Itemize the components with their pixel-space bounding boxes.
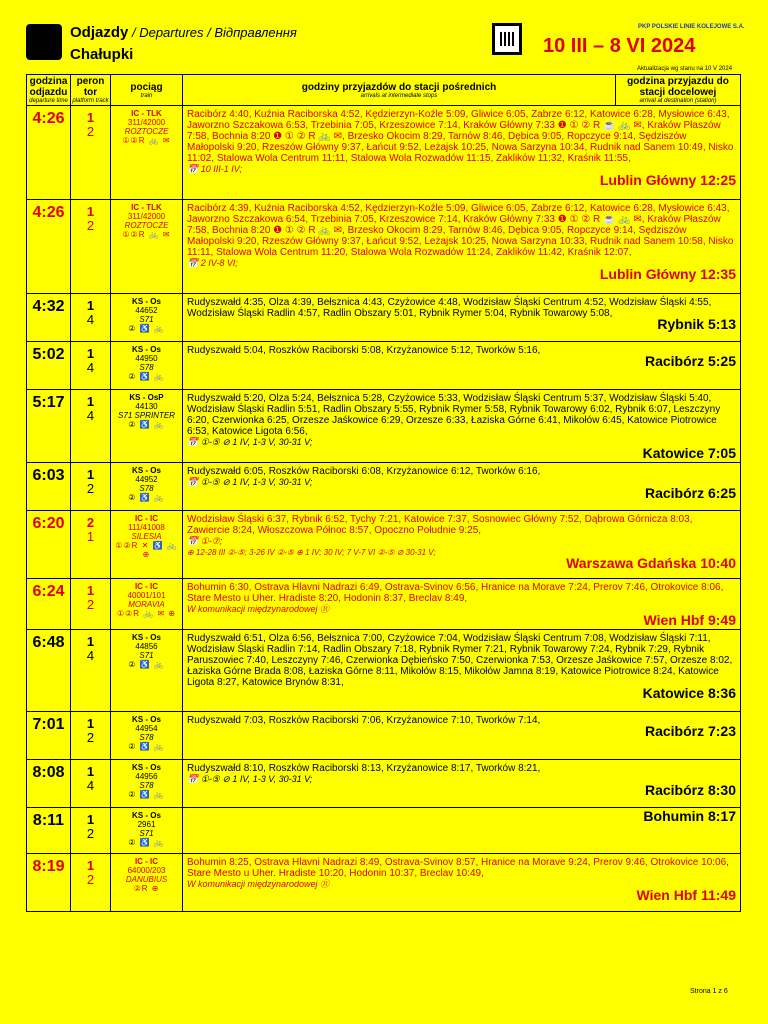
- train-info: IC - IC 64000/203 DANUBIUS ②R ⊕: [111, 854, 183, 912]
- intermediate-stops: Bohumin 6:30, Ostrava Hlavni Nadrazi 6:49, Ostrava-Svinov 6:56, Hranice na Morave 7:24, Prerov 7:46, Otrokovice 8:06, Stare Mesto u Uher. Hradiste 8:20, Hodonin 8:37, Breclav 8:49,: [187, 582, 724, 604]
- amenity-icons: ①②R 🚲 ✉: [122, 230, 171, 239]
- calendar-note: W komunikacji międzynarodowej Ⓡ: [187, 879, 330, 889]
- platform-track: 1 2: [71, 106, 111, 200]
- calendar-note-2: ⊕ 12-28 III ②-⑤; 3-26 IV ②-⑤ ⊕ 1 IV; 30 IV; 7 V-7 VI ②-⑤ ⊘ 30-31 V;: [187, 548, 436, 557]
- table-row[interactable]: [27, 630, 741, 712]
- page-title: Odjazdy / Departures / Відправлення: [70, 24, 297, 41]
- stops-cell: [183, 200, 741, 294]
- stops-cell: [183, 390, 741, 463]
- train-info: KS - OsP 44130 S71 SPRINTER ② ♿ 🚲: [111, 390, 183, 463]
- train-info: IC - TLK 311/42000 ROZTOCZE ①②R 🚲 ✉: [111, 200, 183, 294]
- amenity-icons: ①②R ✕ ♿ 🚲 ⊕: [115, 541, 178, 559]
- calendar-note: 📅 ①-⑤ ⊘ 1 IV, 1-3 V, 30-31 V;: [187, 774, 313, 784]
- intermediate-stops: Rudyszwałd 5:04, Roszków Raciborski 5:08, Krzyżanowice 5:12, Tworków 5:16,: [187, 345, 541, 356]
- table-row[interactable]: [27, 712, 741, 760]
- departures-table: [26, 74, 741, 912]
- destination-arrival: Racibórz 7:23: [644, 723, 736, 739]
- platform-track: 1 2: [71, 854, 111, 912]
- train-info: KS - Os 44954 S78 ② ♿ 🚲: [111, 712, 183, 760]
- stops-cell: [183, 579, 741, 630]
- amenity-icons: ② ♿ 🚲: [128, 493, 165, 502]
- update-note: Aktualizacja wg stanu na 10 V 2024: [637, 66, 733, 72]
- destination-arrival: Bohumin 8:17: [643, 808, 736, 824]
- col-track: peron tor platform track: [72, 76, 109, 104]
- table-row[interactable]: [27, 854, 741, 912]
- calendar-note: W komunikacji międzynarodowej Ⓡ: [187, 604, 330, 614]
- table-row[interactable]: [27, 579, 741, 630]
- amenity-icons: ② ♿ 🚲: [128, 790, 165, 799]
- stops-cell: [183, 808, 741, 854]
- destination-arrival: Racibórz 8:30: [644, 782, 736, 798]
- stops-cell: [183, 106, 741, 200]
- departure-time: 5:17: [27, 390, 71, 463]
- train-icon: [26, 24, 62, 60]
- intermediate-stops: Rudyszwałd 6:51, Olza 6:56, Bełsznica 7:00, Czyżowice 7:04, Wodzisław Śląski Centrum 7:08, Wodzisław Śląski 7:11, Wodzisław Śląski Radlin 7:14, Radlin Obszary 7:18, Rybnik Rymer 7:21, Rybnik Towarowy 7:24, Rybnik 7:29, Rybnik Paruszowiec 7:40, Leszczyny 7:46, Czerwionka Dębieńsko 7:50, Czerwionka 7:53, Orzesze Jaśkowice 7:57, Orzesze 8:02, Łaziska Górne Brada 8:08, Łaziska Górne 8:11, Mikołów 8:15, Mikołów Jamna 8:19, Katowice Piotrowice 8:24, Katowice Ligota 8:27, Katowice Brynów 8:31,: [187, 633, 733, 688]
- departure-time: 4:26: [27, 106, 71, 200]
- train-info: KS - Os 44952 S78 ② ♿ 🚲: [111, 463, 183, 511]
- destination-arrival: Katowice 7:05: [642, 445, 736, 461]
- stops-cell: [183, 342, 741, 390]
- platform-track: 1 2: [71, 200, 111, 294]
- intermediate-stops: Rudyszwałd 8:10, Roszków Raciborski 8:13, Krzyżanowice 8:17, Tworków 8:21,: [187, 763, 541, 774]
- intermediate-stops: Rudyszwałd 7:03, Roszków Raciborski 7:06, Krzyżanowice 7:10, Tworków 7:14,: [187, 715, 541, 726]
- amenity-icons: ② ♿ 🚲: [128, 420, 165, 429]
- platform-track: 1 4: [71, 294, 111, 342]
- table-row[interactable]: [27, 342, 741, 390]
- stops-cell: [183, 854, 741, 912]
- train-info: KS - Os 2961 S71 ② ♿ 🚲: [111, 808, 183, 854]
- platform-track: 1 4: [71, 760, 111, 808]
- stops-cell: [183, 760, 741, 808]
- train-info: IC - IC 40001/101 MORAVIA ①②R 🚲 ✉ ⊕: [111, 579, 183, 630]
- train-info: KS - Os 44956 S78 ② ♿ 🚲: [111, 760, 183, 808]
- intermediate-stops: Bohumin 8:25, Ostrava Hlavni Nadrazi 8:49, Ostrava-Svinov 8:57, Hranice na Morave 9:24, Prerov 9:46, Otrokovice 10:06, Stare Mesto u Uher. Hradiste 10:20, Hodonin 10:37, Breclav 10:49,: [187, 857, 729, 879]
- intermediate-stops: Rudyszwałd 4:35, Olza 4:39, Bełsznica 4:43, Czyżowice 4:48, Wodzisław Śląski Centrum 4:52, Wodzisław Śląski 4:55, Wodzisław Śląski Radlin 4:57, Radlin Obszary 5:01, Rybnik Rymer 5:04, Rybnik Towarowy 5:08,: [187, 297, 712, 319]
- intermediate-stops: Racibórz 4:39, Kuźnia Raciborska 4:52, Kędzierzyn-Koźle 5:09, Gliwice 6:05, Zabrze 6:12, Katowice 6:28, Mysłowice 6:43, Jaworzno Szczakowa 6:54, Trzebinia 7:05, Krzeszowice 7:14, Kraków Główny 7:33 ❶ ① ② R ☕ 🚲 ✉, Kraków Płaszów 7:58, Bochnia 8:20 ❶ ① ② R 🚲 ✉, Brzesko Okocim 8:29, Tarnów 8:46, Dębica 9:05, Ropczyce 9:14, Sędziszów Małopolski 9:20, Rzeszów Główny 9:37, Łańcut 9:52, Leżajsk 10:25, Nowa Sarzyna 10:33, Rudnik nad Sanem 10:58, Nisko 11:11, Stalowa Wola Centrum 11:20, Stalowa Wola Rozwadów 11:24, Zaklików 11:42, Kraśnik 12:07,: [187, 203, 734, 258]
- col-dest: godzina przyjazdu do stacji docelowej arrival at destination (station): [616, 75, 741, 106]
- col-stops: godziny przyjazdów do stacji pośrednich arrivals at intermediate stops: [183, 75, 616, 106]
- table-row[interactable]: [27, 294, 741, 342]
- table-row[interactable]: [27, 808, 741, 854]
- departure-time: 4:26: [27, 200, 71, 294]
- stops-cell: [183, 712, 741, 760]
- platform-track: 1 4: [71, 342, 111, 390]
- destination-arrival: Wien Hbf 9:49: [643, 612, 736, 628]
- train-info: IC - TLK 311/42000 ROZTOCZE ①②R 🚲 ✉: [111, 106, 183, 200]
- stops-cell: [183, 294, 741, 342]
- intermediate-stops: Wodzisław Śląski 6:37, Rybnik 6:52, Tychy 7:21, Katowice 7:37, Sosnowiec Główny 7:52, Dąbrowa Górnicza 8:03, Zawiercie 8:24, Włoszczowa Północ 8:57, Opoczno Południe 9:25,: [187, 514, 693, 536]
- header: [26, 16, 745, 74]
- departure-time: 6:48: [27, 630, 71, 712]
- amenity-icons: ② ♿ 🚲: [128, 324, 165, 333]
- calendar-note: 📅 10 III-1 IV;: [187, 164, 243, 174]
- table-row[interactable]: [27, 200, 741, 294]
- train-info: KS - Os 44950 S78 ② ♿ 🚲: [111, 342, 183, 390]
- departure-time: 6:24: [27, 579, 71, 630]
- departure-time: 8:08: [27, 760, 71, 808]
- table-row[interactable]: [27, 511, 741, 579]
- page-footer: Strona 1 z 6: [690, 988, 728, 995]
- intermediate-stops: Racibórz 4:40, Kuźnia Raciborska 4:52, Kędzierzyn-Koźle 5:09, Gliwice 6:05, Zabrze 6:12, Katowice 6:28, Mysłowice 6:43, Jaworzno Szczakowa 6:53, Trzebinia 7:05, Krzeszowice 7:14, Kraków Główny 7:33 ❶ ① ② R ☕ 🚲 ✉, Kraków Płaszów 7:58, Bochnia 8:20 ❶ ① ② R 🚲 ✉, Brzesko Okocim 8:29, Tarnów 8:46, Dębica 9:05, Ropczyce 9:14, Sędziszów Małopolski 9:20, Rzeszów Główny 9:37, Łańcut 9:52, Leżajsk 10:25, Nowa Sarzyna 10:34, Rudnik nad Sanem 10:49, Nisko 11:02, Stalowa Wola Centrum 11:11, Stalowa Wola Rozwadów 11:15, Zaklików 11:32, Kraśnik 11:55,: [187, 109, 734, 164]
- platform-track: 1 2: [71, 463, 111, 511]
- calendar-note: 📅 ①-⑦;: [187, 536, 223, 546]
- calendar-note: 📅 ①-⑤ ⊘ 1 IV, 1-3 V, 30-31 V;: [187, 437, 313, 447]
- destination-arrival: Lublin Główny 12:25: [599, 172, 736, 188]
- amenity-icons: ② ♿ 🚲: [128, 372, 165, 381]
- destination-arrival: Racibórz 6:25: [644, 485, 736, 501]
- table-row[interactable]: [27, 463, 741, 511]
- calendar-note: 📅 ①-⑤ ⊘ 1 IV, 1-3 V, 30-31 V;: [187, 477, 313, 487]
- destination-arrival: Warszawa Gdańska 10:40: [566, 555, 736, 571]
- brand-logo: PKP POLSKIE LINIE KOLEJOWE S.A.: [638, 24, 745, 30]
- train-info: KS - Os 44652 S71 ② ♿ 🚲: [111, 294, 183, 342]
- departure-time: 7:01: [27, 712, 71, 760]
- platform-track: 1 4: [71, 630, 111, 712]
- departure-time: 4:32: [27, 294, 71, 342]
- destination-arrival: Wien Hbf 11:49: [636, 887, 736, 903]
- platform-track: 2 1: [71, 511, 111, 579]
- intermediate-stops: Rudyszwałd 6:05, Roszków Raciborski 6:08, Krzyżanowice 6:12, Tworków 6:16,: [187, 466, 541, 477]
- table-row[interactable]: [27, 390, 741, 463]
- stops-cell: [183, 511, 741, 579]
- col-time: godzina odjazdu departure time: [27, 75, 71, 106]
- platform-track: 1 2: [71, 712, 111, 760]
- col-train: pociąg train: [111, 75, 183, 106]
- qr-code-icon[interactable]: [492, 23, 522, 55]
- departure-time: 6:20: [27, 511, 71, 579]
- destination-arrival: Rybnik 5:13: [657, 316, 736, 332]
- train-info: KS - Os 44856 S71 ② ♿ 🚲: [111, 630, 183, 712]
- amenity-icons: ② ♿ 🚲: [128, 742, 165, 751]
- table-row[interactable]: [27, 106, 741, 200]
- destination-arrival: Racibórz 5:25: [644, 353, 736, 369]
- amenity-icons: ①②R 🚲 ✉ ⊕: [116, 609, 177, 618]
- amenity-icons: ②R ⊕: [133, 884, 160, 893]
- stops-cell: [183, 463, 741, 511]
- amenity-icons: ② ♿ 🚲: [128, 660, 165, 669]
- station-name: Chałupki: [70, 46, 134, 63]
- destination-arrival: Lublin Główny 12:35: [599, 266, 736, 282]
- amenity-icons: ①②R 🚲 ✉: [122, 136, 171, 145]
- platform-track: 1 2: [71, 808, 111, 854]
- departure-time: 8:19: [27, 854, 71, 912]
- departure-time: 6:03: [27, 463, 71, 511]
- platform-track: 1 2: [71, 579, 111, 630]
- table-row[interactable]: [27, 760, 741, 808]
- validity-dates: 10 III – 8 VI 2024: [543, 35, 696, 57]
- destination-arrival: Katowice 8:36: [642, 685, 736, 701]
- stops-cell: [183, 630, 741, 712]
- departure-time: 8:11: [27, 808, 71, 854]
- train-info: IC - IC 111/41008 SILESIA ①②R ✕ ♿ 🚲 ⊕: [111, 511, 183, 579]
- intermediate-stops: Rudyszwałd 5:20, Olza 5:24, Bełsznica 5:28, Czyżowice 5:33, Wodzisław Śląski Centrum 5:37, Wodzisław Śląski 5:40, Wodzisław Śląski Radlin 5:51, Radlin Obszary 5:55, Rybnik Rymer 5:58, Rybnik Towarowy 6:02, Rybnik 6:07, Leszczyny 6:20, Czerwionka 6:25, Orzesze Jaśkowice 6:29, Orzesze 6:33, Łaziska Górne 6:41, Mikołów 6:45, Katowice Piotrowice 6:53, Katowice Ligota 6:56,: [187, 393, 721, 437]
- amenity-icons: ② ♿ 🚲: [128, 838, 165, 847]
- departure-time: 5:02: [27, 342, 71, 390]
- platform-track: 1 4: [71, 390, 111, 463]
- calendar-note: 📅 2 IV-8 VI;: [187, 258, 238, 268]
